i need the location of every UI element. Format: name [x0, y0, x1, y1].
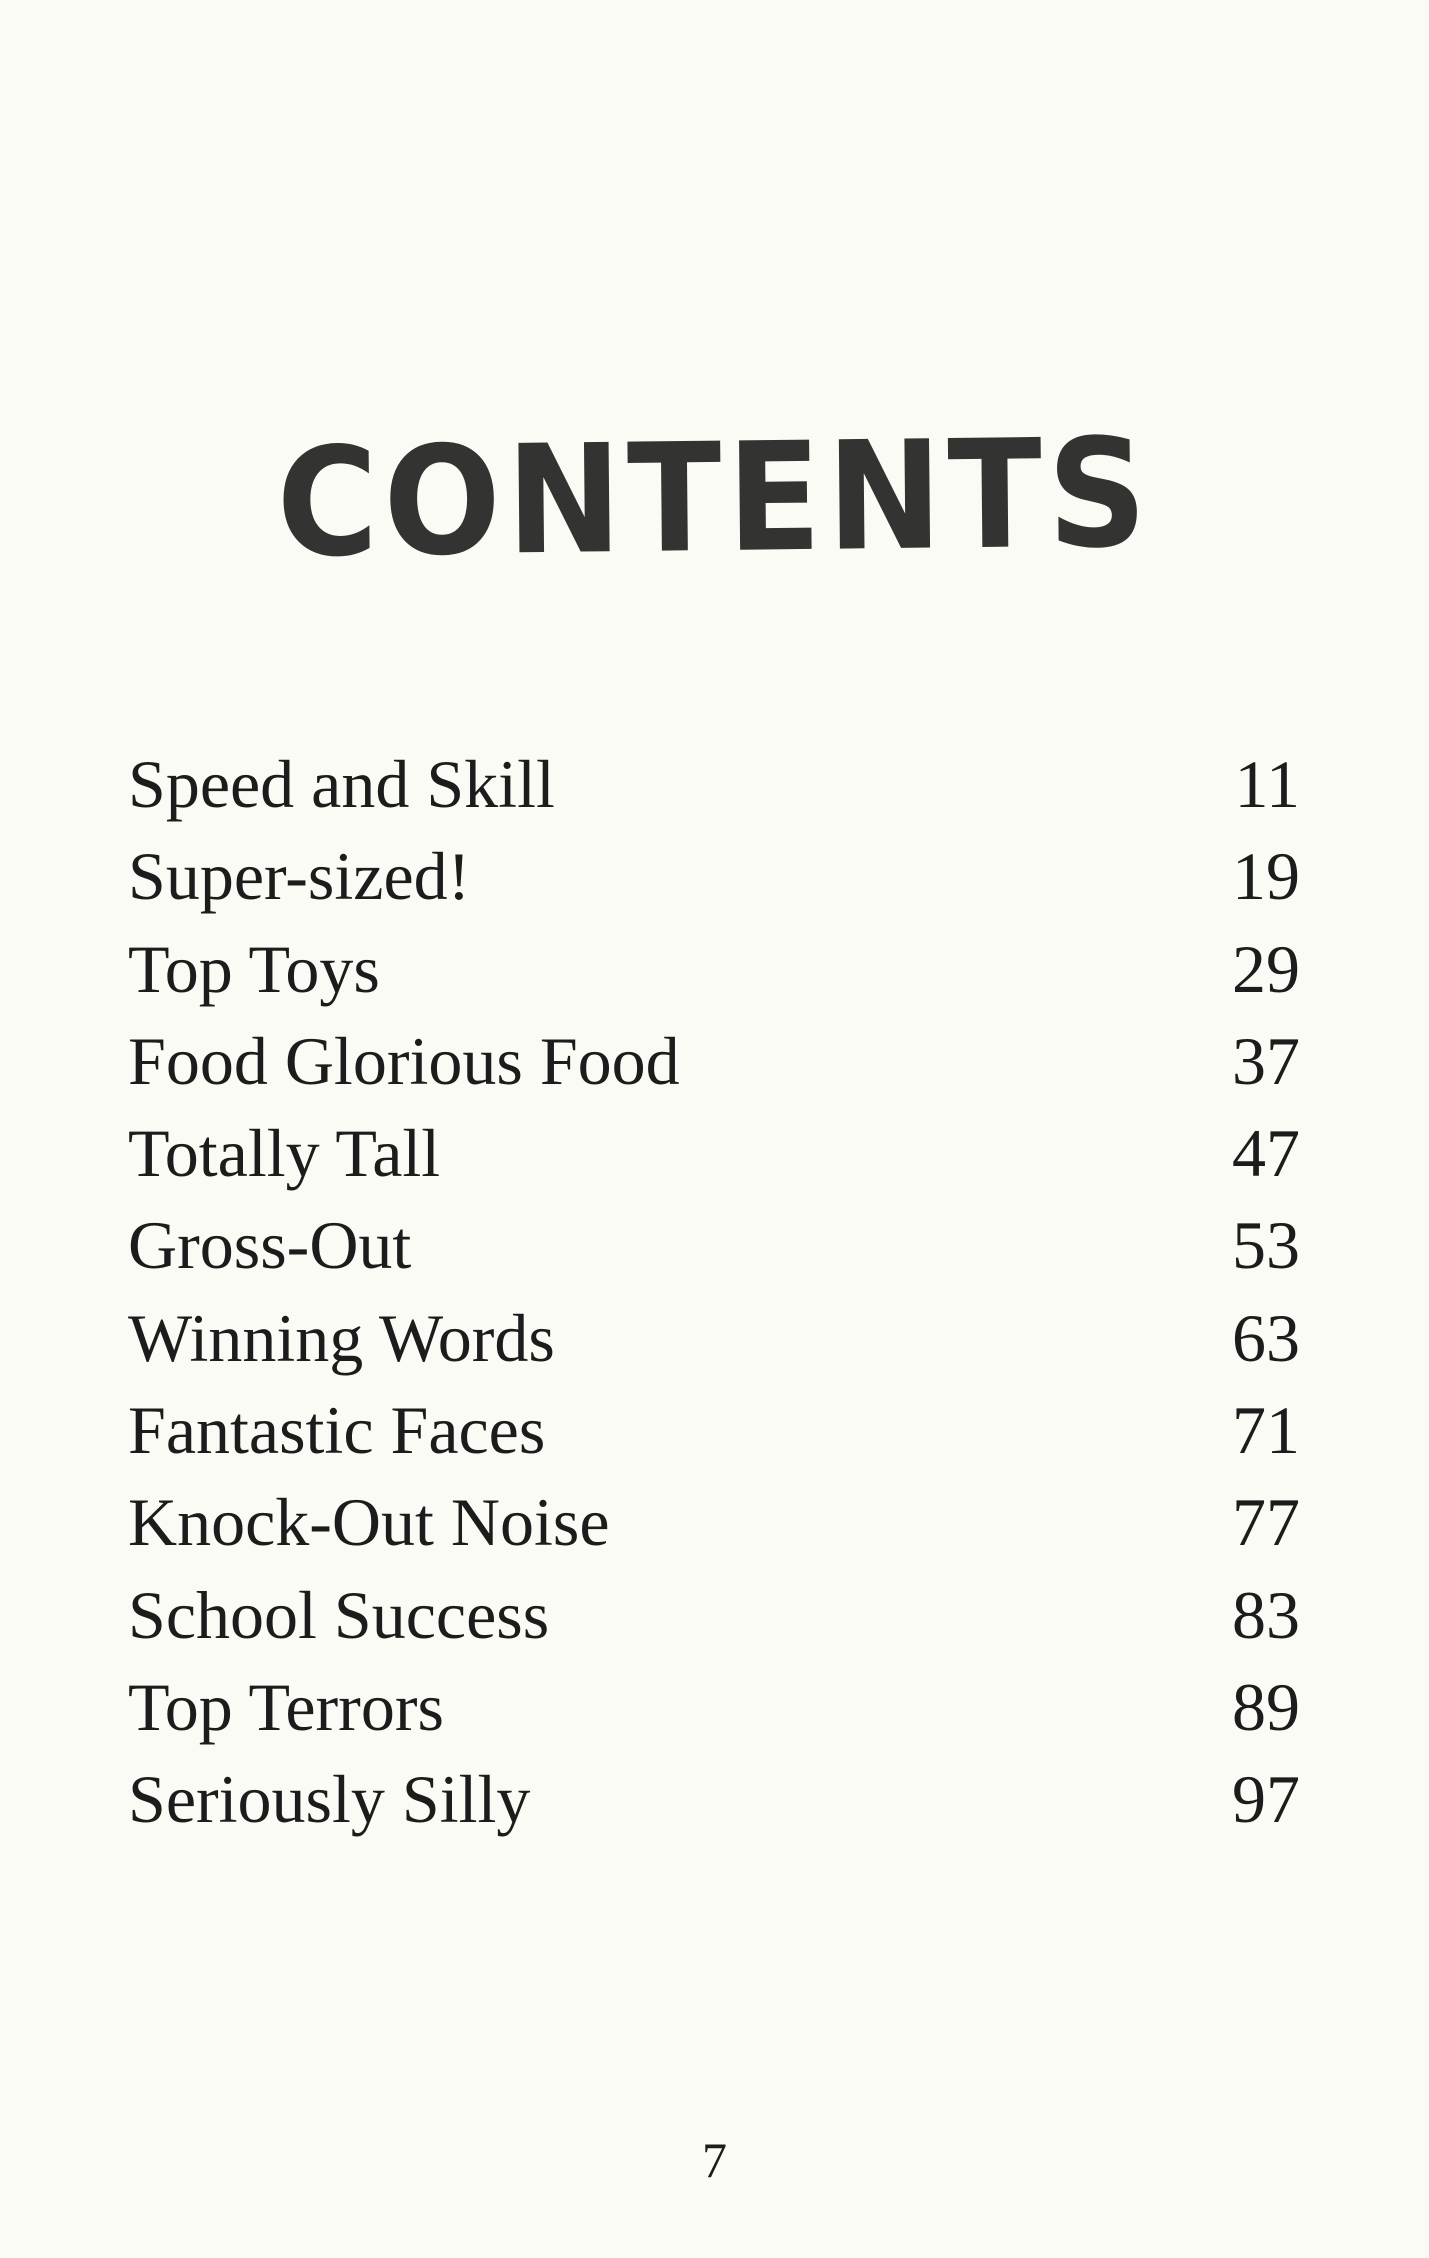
page-number: 7 — [702, 2132, 727, 2188]
toc-entry — [128, 1107, 1300, 1199]
toc-entry-page: 19 — [1232, 838, 1300, 915]
toc-entry-page: 63 — [1232, 1299, 1300, 1376]
toc-entry-page: 29 — [1232, 930, 1300, 1007]
toc-entry-title: School Success — [128, 1576, 550, 1653]
page-title: CONTENTS — [275, 406, 1154, 591]
toc-entry-title: Top Toys — [128, 930, 380, 1007]
toc-entry — [128, 1015, 1300, 1107]
toc-entry — [128, 1384, 1300, 1476]
toc-entry — [128, 738, 1300, 830]
toc-entry-page: 83 — [1232, 1576, 1300, 1653]
toc-entry — [128, 1292, 1300, 1384]
toc-entry — [128, 1753, 1300, 1845]
toc-entry-title: Super-sized! — [128, 838, 471, 915]
toc-entry — [128, 830, 1300, 922]
toc-entry-title: Totally Tall — [128, 1115, 441, 1192]
toc-entry-page: 37 — [1232, 1022, 1300, 1099]
toc-entry-page: 53 — [1232, 1207, 1300, 1284]
toc-entry-title: Food Glorious Food — [128, 1022, 680, 1099]
toc-entry-title: Fantastic Faces — [128, 1392, 546, 1469]
toc-entry-title: Winning Words — [128, 1299, 555, 1376]
toc-entry-title: Gross-Out — [128, 1207, 412, 1284]
toc-entry-page: 77 — [1232, 1484, 1300, 1561]
toc-entry-title: Knock-Out Noise — [128, 1484, 610, 1561]
toc-entry — [128, 923, 1300, 1015]
toc-entry — [128, 1199, 1300, 1291]
toc-entry-title: Seriously Silly — [128, 1761, 531, 1838]
toc-entry-page: 97 — [1232, 1761, 1300, 1838]
toc-entry-page: 71 — [1232, 1392, 1300, 1469]
toc-entry-title: Speed and Skill — [128, 746, 555, 822]
toc-entry-page: 11 — [1234, 746, 1300, 822]
table-of-contents — [128, 738, 1300, 1846]
toc-entry-title: Top Terrors — [128, 1668, 444, 1745]
toc-entry — [128, 1476, 1300, 1568]
toc-entry-page: 89 — [1232, 1668, 1300, 1745]
toc-entry-page: 47 — [1232, 1115, 1300, 1192]
toc-entry — [128, 1569, 1300, 1661]
toc-entry — [128, 1661, 1300, 1753]
